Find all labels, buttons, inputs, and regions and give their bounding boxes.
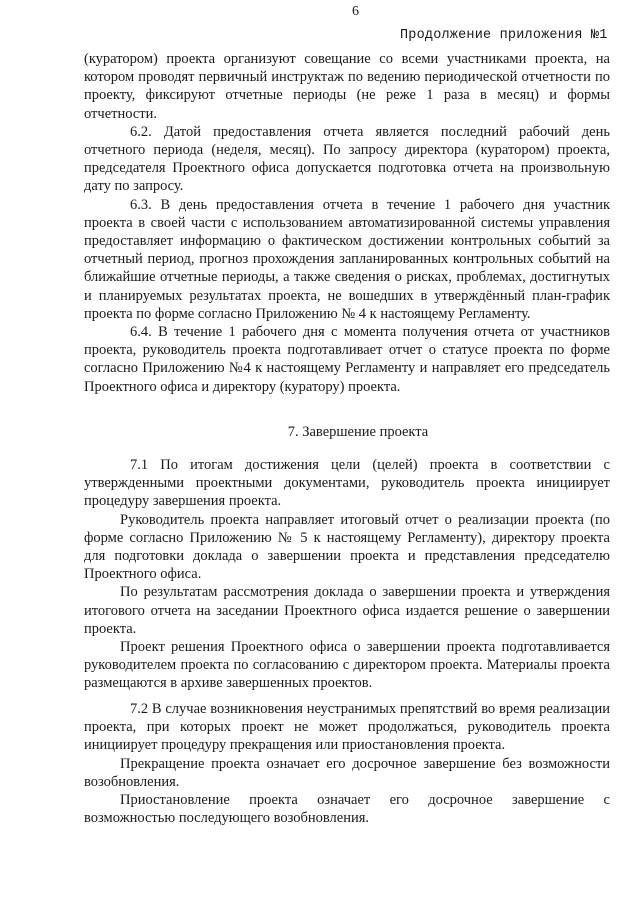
paragraph-7-1-review: По результатам рассмотрения доклада о завершении проекта и утверждения итогового отчета на заседании Проектного офиса издается решение о завершении проекта. — [84, 584, 610, 637]
paragraph-7-2-termination: Прекращение проекта означает его досрочное завершение без возможности возобновления. — [84, 755, 610, 790]
section-6-text — [84, 50, 610, 396]
appendix-header: Продолжение приложения №1 — [400, 28, 608, 43]
section-7-1-text — [84, 456, 610, 693]
section-7-2-text — [84, 700, 610, 827]
paragraph-7-2-suspension: Приостановление проекта означает его досрочное завершение с возможностью последующего возобновления. — [84, 792, 610, 827]
page-number: 6 — [352, 4, 359, 19]
paragraph-7-2: 7.2 В случае возникновения неустранимых препятствий во время реализации проекта, при которых проект не может продолжаться, руководитель проекта инициирует процедуру прекращения или приостановления проекта. — [84, 701, 610, 754]
paragraph-6-4: 6.4. В течение 1 рабочего дня с момента получения отчета от участников проекта, руководитель проекта подготавливает отчет о статусе проекта по форме согласно Приложению №4 к настоящему Регламенту и направляет его председатель Проектного офиса и директору (куратору) проекта. — [84, 324, 610, 395]
paragraph-7-1-decision: Проект решения Проектного офиса о завершении проекта подготавливается руководителем проекта по согласованию с директором проекта. Материалы проекта размещаются в архиве завершенных проектов. — [84, 639, 610, 692]
paragraph-6-2: 6.2. Датой предоставления отчета является последний рабочий день отчетного периода (неделя, месяц). По запросу директора (куратором) проекта, председателя Проектного офиса допускается подготовка отчета на произвольную дату по запросу. — [84, 123, 610, 195]
section-7-heading: 7. Завершение проекта — [287, 424, 429, 440]
paragraph-7-1: 7.1 По итогам достижения цели (целей) проекта в соответствии с утвержденными проектными документами, руководитель проекта инициирует процедуру завершения проекта. — [84, 457, 610, 510]
paragraph-7-1-report: Руководитель проекта направляет итоговый отчет о реализации проекта (по форме согласно Приложению № 5 к настоящему Регламенту), директору проекта для подготовки доклада о завершении проекта и представления председателю Проектного офиса. — [84, 511, 610, 583]
paragraph-6-3: 6.3. В день предоставления отчета в течение 1 рабочего дня участник проекта в своей части с использованием автоматизированной системы управления предоставляет информацию о фактическом достижении контрольных событий за отчетный период, прогноз прохождения запланированных контрольных событий на ближайшие отчетные периоды, а также сведения о рисках, проблемах, достигнутых и планируемых результатах проекта, не вошедших в утверждённый план-график проекта по форме согласно Приложению № 4 к настоящему Регламенту. — [84, 196, 610, 322]
paragraph-continuation: (куратором) проекта организуют совещание со всеми участниками проекта, на котором проводят первичный инструктаж по ведению периодической отчетности по проекту, фиксируют отчетные периоды (не реже 1 раза в месяц) и формы отчетности. — [84, 51, 610, 122]
